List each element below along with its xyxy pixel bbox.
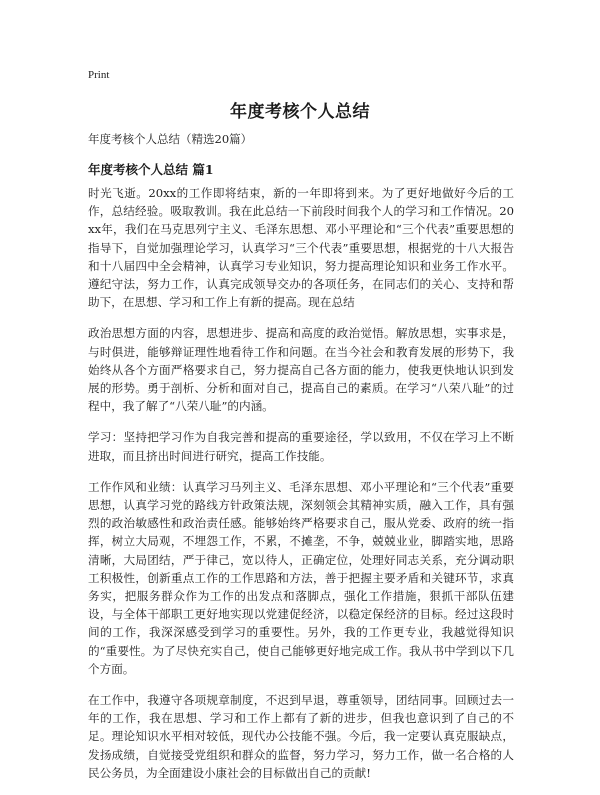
paragraph-2: 政治思想方面的内容，思想进步、提高和高度的政治觉悟。解放思想，实事求是，与时俱进，能够辩证理性地看待工作和问题。在当今社会和教育发展的形势下，我始终从各个方面严格要求自己，努力提高自己各方面的能力，使我更快地认识到发展的形势。勇于剖析、分析和面对自己，提高自己的素质。在学习“八荣八耻”的过程中，我了解了“八荣八耻”的内涵。 bbox=[88, 326, 514, 414]
paragraph-3: 学习：坚持把学习作为自我完善和提高的重要途径，学以致用，不仅在学习上不断进取，而且挤出时间进行研究，提高工作技能。 bbox=[88, 430, 514, 463]
document-subtitle: 年度考核个人总结（精选20篇） bbox=[88, 132, 253, 146]
paragraph-1: 时光飞逝。20xx的工作即将结束，新的一年即将到来。为了更好地做好今后的工作，总结经验。吸取教训。我在此总结一下前段时间我个人的学习和工作情况。20xx年，我们在马克思列宁主义、毛泽东思想、邓小平理论和“三个代表”重要思想的指导下，自觉加强理论学习，认真学习“三个代表”重要思想，根据党的十八大报告和十八届四中全会精神，认真学习专业知识，努力提高理论知识和业务工作水平。遵纪守法，努力工作，认真完成领导交办的各项任务，在同志们的关心、支持和帮助下，在思想、学习和工作上有新的提高。现在总结 bbox=[88, 186, 514, 310]
paragraph-4: 工作作风和业绩：认真学习马列主义、毛泽东思想、邓小平理论和“三个代表”重要思想，认真学习党的路线方针政策法规，深刻领会其精神实质，融入工作，具有强烈的政治敏感性和政治责任感。能够始终严格要求自己，服从党委、政府的统一指挥，树立大局观，不埋怨工作，不累，不摊垄，不争，兢兢业业，脚踏实地，思路清晰，大局团结，严于律己，宽以待人，正确定位，处理好同志关系，充分调动职工积极性，创新重点工作的工作思路和方法，善于把握主要矛盾和关键环节，求真务实，把服务群众作为工作的出发点和落脚点，强化工作措施，狠抓干部队伍建设，与全体干部职工更好地实现以党建促经济，以稳定保经济的目标。经过这段时间的工作，我深深感受到学习的重要性。另外，我的工作更专业，我越觉得知识的“重要性。为了尽快充实自己，使自己能够更好地完成工作。我从书中学到以下几个方面。 bbox=[88, 479, 514, 676]
document-body bbox=[88, 184, 514, 795]
paragraph-5: 在工作中，我遵守各项规章制度，不迟到早退，尊重领导，团结同事。回顾过去一年的工作，我在思想、学习和工作上都有了新的进步，但我也意识到了自己的不足。理论知识水平相对较低，现代办公技能不强。今后，我一定要认真克服缺点，发扬成绩，自觉接受党组织和群众的监督，努力学习，努力工作，做一名合格的人民公务员，为全面建设小康社会的目标做出自己的贡献! bbox=[88, 693, 514, 780]
print-link[interactable]: Print bbox=[88, 69, 110, 81]
section-heading: 年度考核个人总结 篇1 bbox=[88, 162, 214, 177]
page-title: 年度考核个人总结 bbox=[230, 102, 370, 122]
